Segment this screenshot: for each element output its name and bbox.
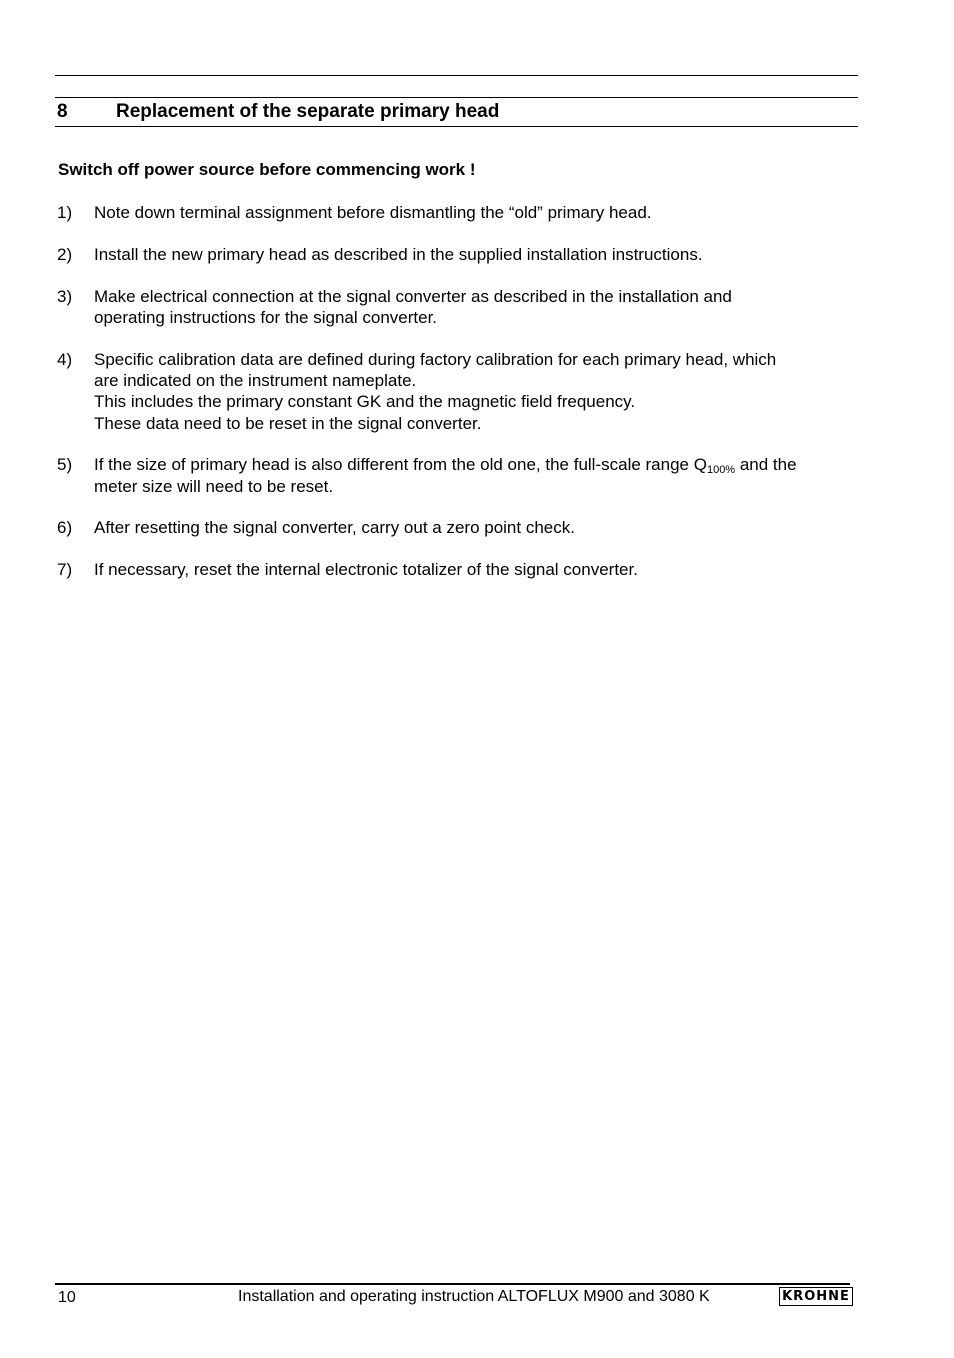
- step-text: Make electrical connection at the signal converter as described in the installation and: [94, 286, 732, 306]
- step-text: are indicated on the instrument nameplate.: [94, 370, 417, 390]
- power-off-warning: Switch off power source before commencing work !: [58, 160, 476, 179]
- step-number: 5): [57, 455, 73, 475]
- procedure-steps: [57, 202, 858, 601]
- step-number: 3): [57, 286, 73, 306]
- step-number: 4): [57, 349, 73, 369]
- step-text: meter size will need to be reset.: [94, 476, 334, 496]
- step-text-part: and the: [735, 455, 797, 475]
- step-number: 6): [57, 518, 73, 538]
- step-text: operating instructions for the signal converter.: [94, 307, 438, 327]
- range-subscript: 100%: [706, 464, 736, 477]
- step-6: [57, 517, 858, 538]
- step-3: [57, 286, 858, 329]
- krohne-logo: [779, 1287, 853, 1306]
- header-rule: [55, 75, 858, 76]
- step-text: [94, 454, 858, 475]
- step-text: Note down terminal assignment before dismantling the “old” primary head.: [94, 203, 652, 222]
- document-title: Installation and operating instruction ALTOFLUX M900 and 3080 K: [238, 1288, 710, 1305]
- step-1: [57, 202, 858, 223]
- step-number: 7): [57, 560, 73, 580]
- step-text: Specific calibration data are defined during factory calibration for each primary head, which: [94, 349, 777, 369]
- page-number: 10: [58, 1289, 76, 1306]
- section-rule-bottom: [55, 126, 858, 127]
- step-text: Install the new primary head as described in the supplied installation instructions.: [94, 244, 703, 264]
- section-number: 8: [57, 101, 68, 122]
- step-4: [57, 349, 858, 434]
- footer-rule: [55, 1283, 850, 1285]
- step-7: [57, 559, 858, 580]
- step-number: 2): [57, 244, 73, 264]
- step-text: This includes the primary constant GK and the magnetic field frequency.: [94, 392, 636, 412]
- section-rule-top: [55, 97, 858, 98]
- section-title: Replacement of the separate primary head: [116, 101, 500, 122]
- step-number: 1): [57, 203, 73, 222]
- step-text-part: If the size of primary head is also different from the old one, the full-scale range Q: [94, 455, 707, 475]
- step-text: If necessary, reset the internal electronic totalizer of the signal converter.: [94, 560, 638, 580]
- step-text: After resetting the signal converter, carry out a zero point check.: [94, 518, 575, 538]
- step-text: These data need to be reset in the signal converter.: [94, 413, 482, 433]
- step-2: [57, 244, 858, 265]
- logo-text: KROHNE: [782, 1289, 850, 1304]
- step-5: [57, 454, 858, 497]
